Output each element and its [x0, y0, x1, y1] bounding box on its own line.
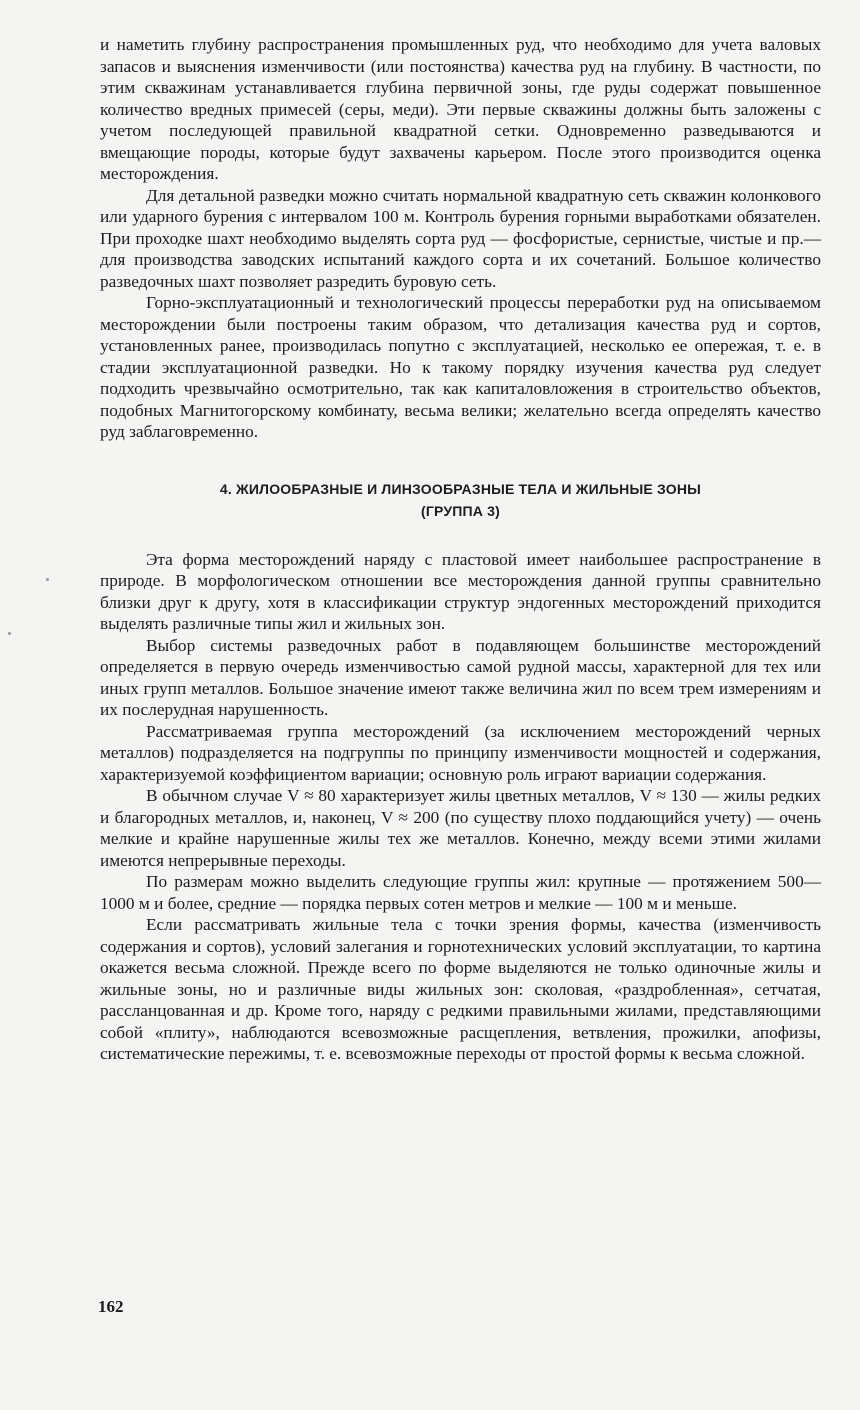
- paragraph: Эта форма месторождений наряду с пластовой имеет наибольшее распространение в природе. В морфологическом отношении все месторождения данной группы сравнительно близки друг к другу, хотя в классификации структур эндогенных месторождений приходится выделять различные типы жил и жильных зон.: [100, 549, 821, 633]
- paragraph: Для детальной разведки можно считать нормальной квадратную сеть скважин колонкового или ударного бурения с интервалом 100 м. Контроль бурения горными выработками обязателен. При проходке шахт необходимо выделять сорта руд — фосфористые, сернистые, чистые и пр.— для производства заводских испытаний каждого сорта и их сочетаний. Большое количество разведочных шахт позволяет разредить буровую сеть.: [100, 185, 821, 291]
- page-number: 162: [98, 1297, 124, 1316]
- paragraph: В обычном случае V ≈ 80 характеризует жилы цветных металлов, V ≈ 130 — жилы редких и благородных металлов, и, наконец, V ≈ 200 (по существу плохо поддающийся учету) — очень мелкие и крайне нарушенные жилы тех же металлов. Конечно, между всеми этими жилами имеются непрерывные переходы.: [100, 786, 821, 870]
- scan-speck: [46, 578, 49, 581]
- paragraph: и наметить глубину распространения промышленных руд, что необходимо для учета валовых запасов и выяснения изменчивости (или постоянства) качества руд на глубину. В частности, по этим скважинам устанавливается глубина первичной зоны, где руды содержат повышенное количество вредных примесей (серы, меди). Эти первые скважины должны быть заложены с учетом последующей правильной квадратной сетки. Одновременно разведываются и вмещающие породы, которые будут захвачены карьером. После этого производится оценка месторождения.: [100, 35, 821, 183]
- paragraph: Если рассматривать жильные тела с точки зрения формы, качества (изменчивость содержания и сортов), условий залегания и горнотехнических условий эксплуатации, то картина окажется весьма сложной. Прежде всего по форме выделяются не только одиночные жилы и жильные зоны, но и различные виды жильных зон: сколовая, «раздробленная», сетчатая, рассланцованная и др. Кроме того, наряду с редкими правильными жилами, представляющими собой «плиту», наблюдаются всевозможные расщепления, ветвления, прожилки, апофизы, систематические пережимы, т. е. всевозможные переходы от простой формы к весьма сложной.: [100, 915, 821, 1063]
- scan-speck: [8, 632, 11, 635]
- paragraph: Рассматриваемая группа месторождений (за исключением месторождений черных металлов) подразделяется на подгруппы по принципу изменчивости мощностей и содержания, характеризуемой коэффициентом вариации; основную роль играют вариации содержания.: [100, 721, 821, 784]
- paragraph: Выбор системы разведочных работ в подавляющем большинстве месторождений определяется в первую очередь изменчивостью самой рудной массы, характерной для тех или иных групп металлов. Большое значение имеют также величина жил по всем трем измерениям и их послерудная нарушенность.: [100, 635, 821, 719]
- paragraph: По размерам можно выделить следующие группы жил: крупные — протяжением 500—1000 м и более, средние — порядка первых сотен метров и мелкие — 100 м и меньше.: [100, 872, 821, 913]
- paragraph: Горно-эксплуатационный и технологический процессы переработки руд на описываемом месторождении были построены таким образом, что детализация качества руд и сортов, установленных ранее, производилась попутно с эксплуатацией, несколько ее опережая, т. е. в стадии эксплуатационной разведки. Но к такому порядку изучения качества руд следует подходить чрезвычайно осмотрительно, так как капиталовложения в строительство объектов, подобных Магнитогорскому комбинату, весьма велики; желательно всегда определять качество руд заблаговременно.: [100, 293, 821, 441]
- text-column: [100, 34, 821, 1065]
- section-heading-line: 4. ЖИЛООБРАЗНЫЕ И ЛИНЗООБРАЗНЫЕ ТЕЛА И ЖИЛЬНЫЕ ЗОНЫ: [219, 480, 702, 497]
- section-heading: [100, 478, 821, 522]
- section-heading-line: (ГРУППА 3): [420, 502, 501, 519]
